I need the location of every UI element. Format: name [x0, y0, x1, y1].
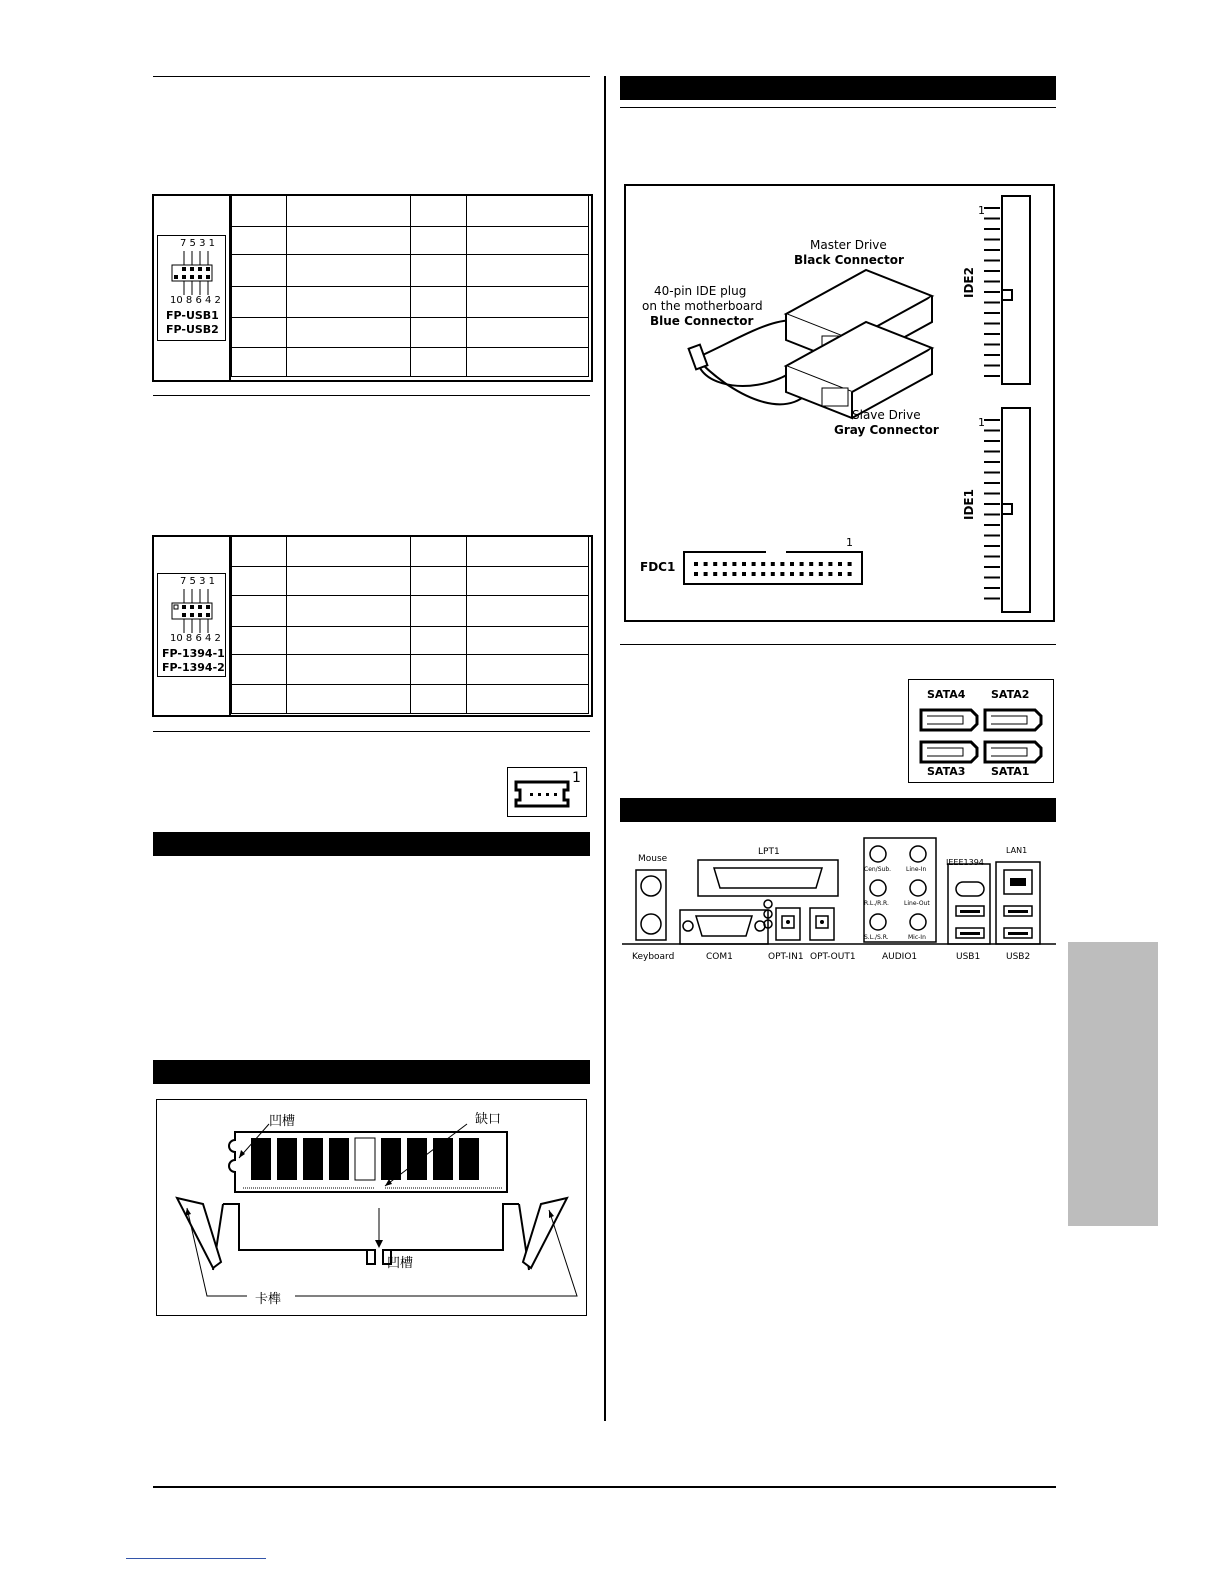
lan-label: LAN1	[1006, 846, 1028, 855]
pin-top-numbers: 7 5 3 1	[180, 238, 215, 249]
chapter-side-tab	[1068, 942, 1158, 1226]
section-heading-bar	[153, 1060, 590, 1084]
footer-rule	[153, 1486, 1056, 1488]
mouse-label: Mouse	[638, 854, 668, 864]
clip-label: 卡榫	[255, 1292, 282, 1307]
ide1-pin1-label: 1	[978, 416, 985, 429]
header-name-1: FP-USB1	[166, 309, 219, 322]
ide1-label: IDE1	[962, 489, 976, 520]
usb1-label: USB1	[956, 952, 981, 962]
header-name-1: FP-1394-1	[162, 647, 225, 660]
cd-connector-diagram	[507, 767, 587, 817]
sata3-label: SATA3	[927, 765, 966, 778]
plug-label-2: on the motherboard	[642, 299, 763, 313]
ieee-header-pins-icon	[168, 589, 216, 633]
fdc-pins-icon	[690, 558, 860, 580]
com-label: COM1	[706, 952, 733, 962]
pin-bottom-numbers: 10 8 6 4 2	[170, 295, 221, 306]
usb2-label: USB2	[1006, 952, 1031, 962]
master-drive-label: Master Drive	[810, 238, 887, 252]
usb-table-body	[232, 196, 589, 377]
opt-in-label: OPT-IN1	[768, 952, 804, 962]
dimm-module-icon	[157, 1100, 586, 1315]
ide-pin-ticks-icon	[976, 202, 1002, 612]
audio-label: AUDIO1	[882, 952, 918, 962]
mic-in-label: Mic-In	[908, 934, 926, 941]
4-pin-connector-icon	[514, 778, 570, 808]
section-heading-bar	[620, 798, 1056, 822]
slave-connector-label: Gray Connector	[834, 423, 939, 437]
ieee1394-label: IEEE1394	[946, 858, 984, 867]
ide-fdc-diagram	[624, 184, 1055, 622]
sata1-label: SATA1	[991, 765, 1030, 778]
sata-ports-icon	[917, 704, 1047, 766]
line-out-label: Line-Out	[904, 900, 930, 907]
back-panel-ports-icon	[622, 834, 1056, 954]
sata2-label: SATA2	[991, 688, 1030, 701]
keyboard-label: Keyboard	[632, 952, 675, 962]
back-panel-diagram	[622, 834, 1056, 970]
sata4-label: SATA4	[927, 688, 966, 701]
key-notch-label: 缺口	[475, 1112, 502, 1127]
ide2-pin1-label: 1	[978, 204, 985, 217]
section-rule	[153, 76, 590, 77]
pin-bottom-numbers: 10 8 6 4 2	[170, 633, 221, 644]
header-name-2: FP-USB2	[166, 323, 219, 336]
pin-1-label: 1	[572, 770, 581, 786]
slave-drive-label: Slave Drive	[852, 408, 921, 422]
sl-sr-label: S.L./S.R.	[864, 934, 889, 941]
slot-notch-label: 凹槽	[387, 1256, 414, 1271]
ieee-header-diagram	[157, 573, 226, 677]
cen-sub-label: Cen/Sub.	[864, 866, 892, 873]
opt-out-label: OPT-OUT1	[810, 952, 856, 962]
ieee-table-body	[232, 537, 589, 714]
section-rule	[620, 107, 1056, 108]
plug-label-3: Blue Connector	[650, 314, 754, 328]
notch-label: 凹槽	[269, 1114, 296, 1129]
section-rule	[620, 644, 1056, 645]
usb-header-pins-icon	[168, 251, 216, 295]
usb-header-diagram	[157, 235, 226, 341]
pin-top-numbers: 7 5 3 1	[180, 576, 215, 587]
master-connector-label: Black Connector	[794, 253, 904, 267]
rl-rr-label: R.L./R.R.	[864, 900, 889, 907]
line-in-label: Line-In	[906, 866, 927, 873]
ide2-label: IDE2	[962, 267, 976, 298]
header-name-2: FP-1394-2	[162, 661, 225, 674]
lpt-label: LPT1	[758, 847, 780, 857]
footer-link-underline	[126, 1558, 266, 1559]
section-heading-bar	[153, 832, 590, 856]
fdc-label: FDC1	[640, 560, 676, 574]
plug-label-1: 40-pin IDE plug	[654, 284, 747, 298]
dimm-install-diagram	[156, 1099, 587, 1316]
fdc-pin1-label: 1	[846, 536, 853, 549]
column-divider	[604, 76, 606, 1421]
section-rule	[153, 395, 590, 396]
section-rule	[153, 731, 590, 732]
sata-connectors-diagram	[908, 679, 1054, 783]
section-heading-bar	[620, 76, 1056, 100]
